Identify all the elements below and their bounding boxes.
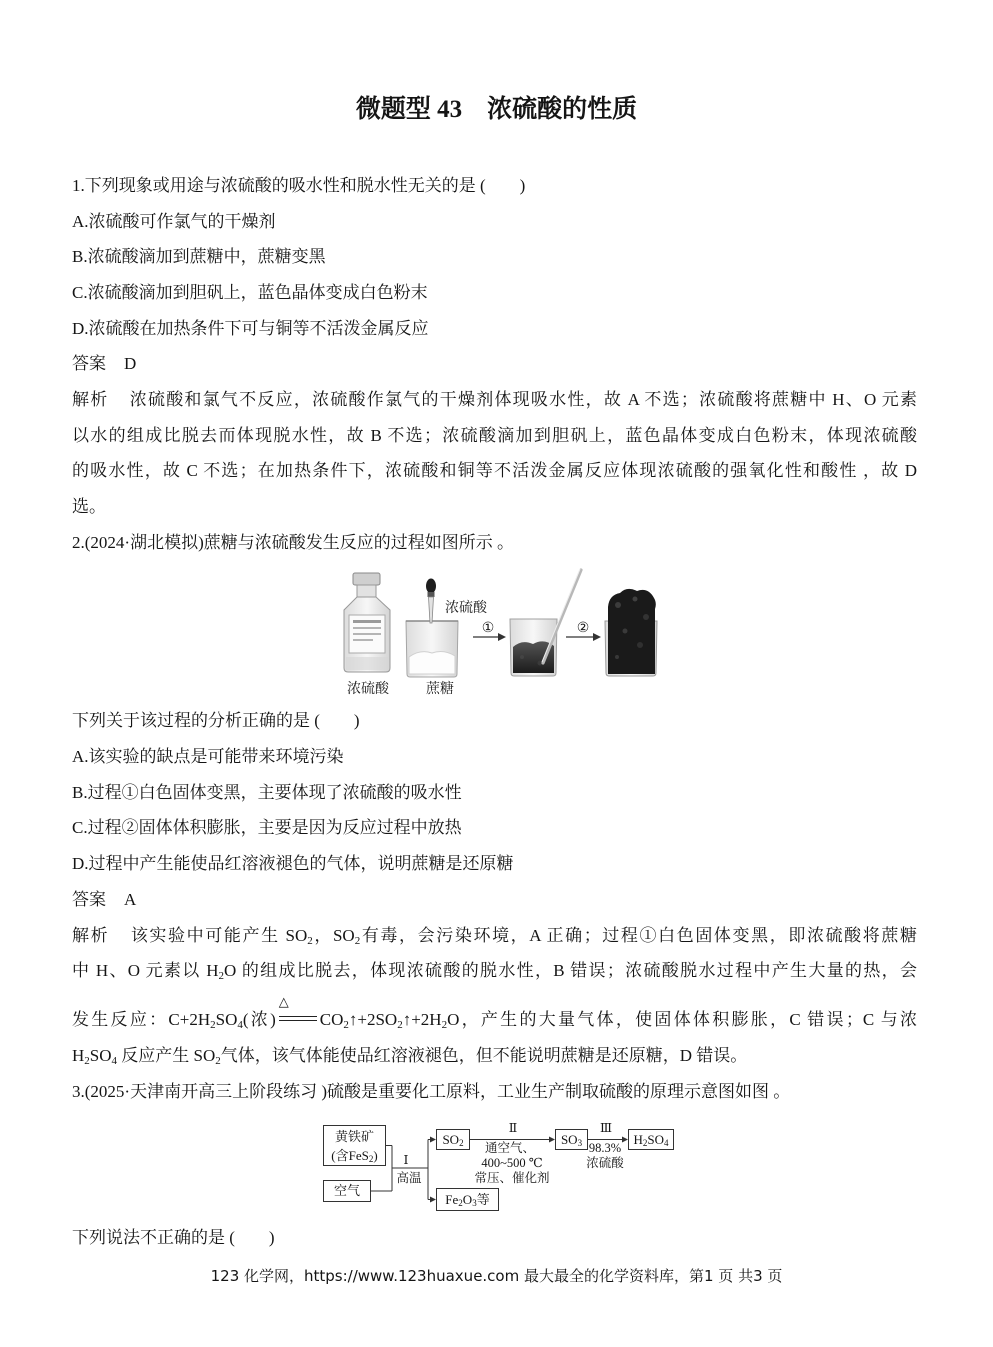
analysis-text: 中 H、O 元素以 H (72, 961, 219, 980)
q1-analysis-line: 以水的组成比脱去而体现脱水性，故 B 不选；浓硫酸滴加到胆矾上，蓝色晶体变成白色粉末，体现浓硫酸 (72, 426, 917, 445)
subscript: 2 (307, 935, 313, 947)
q1-stem: 1.下列现象或用途与浓硫酸的吸水性和脱水性无关的是 ( ) (72, 176, 526, 195)
beaker-label: 蔗糖 (426, 682, 454, 697)
analysis-text: CO (319, 1010, 344, 1029)
formula-text: ) (373, 1148, 378, 1163)
q2-analysis-equation-line (72, 995, 917, 1038)
subscript: 2 (368, 1154, 374, 1164)
subscript: 2 (458, 1198, 463, 1208)
q2-analysis-line (72, 953, 917, 989)
formula-text: SO (647, 1132, 664, 1147)
analysis-text: SO (215, 1010, 238, 1029)
q2-option-a: A.该实验的缺点是可能带来环境污染 (72, 747, 344, 766)
q2-analysis-line (72, 1038, 917, 1074)
q2-analysis-line (72, 918, 917, 954)
subscript: 2 (84, 1055, 90, 1067)
analysis-text: H (72, 1046, 85, 1065)
subscript: 3 (577, 1138, 583, 1148)
analysis-text: O，产生的大量气体，使固体体积膨胀，C 错误；C 与浓 (447, 1010, 917, 1029)
subscript: 2 (218, 970, 224, 982)
subscript: 3 (472, 1198, 477, 1208)
q2-answer (72, 882, 917, 918)
dropper-label: 浓硫酸 (445, 601, 487, 616)
step-3-label: Ⅲ (599, 1121, 613, 1135)
subscript: 2 (441, 1019, 448, 1031)
step-1-label: ① (481, 621, 495, 636)
step-3-condition: 98.3% (588, 1141, 622, 1155)
reagent-bottle-icon (344, 573, 390, 672)
formula-text: H (633, 1132, 643, 1147)
subscript: 4 (111, 1055, 118, 1067)
subscript: 4 (237, 1019, 243, 1031)
step-1-condition: 高温 (396, 1171, 422, 1185)
subscript: 2 (397, 1019, 403, 1031)
step-2-label: Ⅱ (508, 1121, 518, 1135)
page-title: 微题型 43 浓硫酸的性质 (355, 96, 638, 123)
sucrose-experiment-figure (330, 565, 665, 700)
analysis-text: ↑+2H (402, 1010, 442, 1029)
subscript: 2 (459, 1138, 464, 1148)
formula-text: Fe (445, 1192, 459, 1207)
q2-prompt: 下列关于该过程的分析正确的是 ( ) (72, 711, 360, 730)
step-2-condition: 400~500 ℃ (481, 1156, 543, 1170)
q1-analysis-line: 选。 (72, 497, 106, 516)
formula-text: 等 (476, 1192, 490, 1207)
answer-value: D (124, 354, 137, 373)
answer-value: A (124, 890, 137, 909)
step-2-label: ② (576, 621, 590, 636)
analysis-text: 发生反应：C+2H (72, 1010, 211, 1029)
q1-option-a: A.浓硫酸可作氯气的干燥剂 (72, 212, 276, 231)
analysis-text: ↑+2SO (348, 1010, 398, 1029)
q2-stem: 2.(2024·湖北模拟)蔗糖与浓硫酸发生反应的过程如图所示 。 (72, 533, 514, 552)
beaker-blackened-icon (510, 569, 581, 676)
h2so4-box (628, 1129, 674, 1150)
q1-option-b: B.浓硫酸滴加到蔗糖中，蔗糖变黑 (72, 247, 326, 266)
step-3-condition: 浓硫酸 (586, 1156, 624, 1170)
analysis-label: 解析 (72, 926, 110, 945)
beaker-sucrose-icon (406, 621, 458, 677)
q1-analysis-line: 的吸水性，故 C 不选；在加热条件下，浓硫酸和铜等不活泼金属反应体现浓硫酸的强氧化性和酸性 ，故 D (72, 461, 917, 480)
page-footer: 123 化学网，https://www.123huaxue.com 最大最全的化学资料库，第1 页 共3 页 (210, 1267, 783, 1285)
so2-box (436, 1129, 470, 1150)
analysis-label: 解析 (72, 390, 109, 409)
q2-option-b: B.过程①白色固体变黑，主要体现了浓硫酸的吸水性 (72, 783, 462, 802)
q3-stem: 3.(2025·天津南开高三上阶段练习 )硫酸是重要化工原料，工业生产制取硫酸的原理示意图如图 。 (72, 1082, 791, 1101)
q1-option-d: D.浓硫酸在加热条件下可与铜等不活泼金属反应 (72, 319, 429, 338)
bottle-label: 浓硫酸 (347, 682, 389, 697)
answer-label: 答案 (72, 354, 106, 373)
q1-option-c: C.浓硫酸滴加到胆矾上，蓝色晶体变成白色粉末 (72, 283, 428, 302)
analysis-text: ，SO (312, 926, 355, 945)
analysis-text: 反应产生 SO (117, 1046, 216, 1065)
q2-option-c: C.过程②固体体积膨胀，主要是因为反应过程中放热 (72, 818, 462, 837)
subscript: 2 (642, 1138, 648, 1148)
pyrite-box (323, 1125, 386, 1166)
subscript: 2 (354, 935, 361, 947)
subscript: 4 (664, 1138, 669, 1148)
q2-option-d: D.过程中产生能使品红溶液褪色的气体，说明蔗糖是还原糖 (72, 854, 514, 873)
pyrite-formula (324, 1146, 385, 1165)
q1-analysis-line (72, 382, 917, 418)
analysis-text: O 的组成比脱去，体现浓硫酸的脱水性，B 错误；浓硫酸脱水过程中产生大量的热，会 (223, 961, 917, 980)
analysis-text: 该实验中可能产生 SO (129, 926, 308, 945)
answer-label: 答案 (72, 890, 106, 909)
analysis-text: SO (89, 1046, 112, 1065)
analysis-text: (浓) (242, 1010, 276, 1029)
formula-text: SO (560, 1132, 578, 1147)
heating-condition: △ (278, 995, 289, 1010)
formula-text: (含FeS (331, 1148, 369, 1163)
analysis-text: 有毒，会污染环境，A 正确；过程①白色固体变黑，即浓硫酸将蔗糖 (360, 926, 918, 945)
formula-text: SO (442, 1132, 460, 1147)
formula-text: O (462, 1192, 473, 1207)
dropper-icon (426, 579, 436, 624)
subscript: 2 (215, 1055, 221, 1067)
beaker-carbon-column-icon (605, 589, 657, 676)
step-1-label: Ⅰ (403, 1153, 409, 1167)
reaction-equals-sign (278, 995, 317, 1021)
step-2-condition: 通空气、 (484, 1141, 535, 1155)
sulfuric-acid-process-diagram (315, 1118, 680, 1216)
step-2-condition: 常压、催化剂 (474, 1171, 550, 1185)
fe2o3-box (436, 1188, 499, 1211)
analysis-text: 浓硫酸和氯气不反应，浓硫酸作氯气的干燥剂体现吸水性，故 A 不选；浓硫酸将蔗糖中 H、O 元素 (128, 390, 917, 409)
air-box: 空气 (323, 1180, 371, 1202)
pyrite-label: 黄铁矿 (334, 1129, 374, 1144)
subscript: 2 (210, 1019, 216, 1031)
subscript: 2 (343, 1019, 349, 1031)
q3-prompt: 下列说法不正确的是 ( ) (72, 1228, 275, 1247)
q1-answer (72, 346, 917, 382)
analysis-text: 气体，该气体能使品红溶液褪色，但不能说明蔗糖是还原糖，D 错误。 (220, 1046, 748, 1065)
